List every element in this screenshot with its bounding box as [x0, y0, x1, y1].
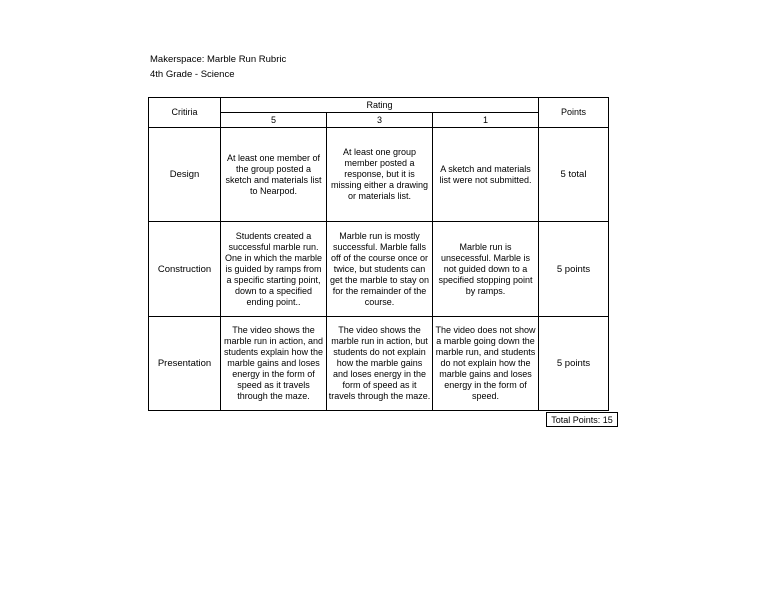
table-row — [149, 128, 609, 222]
rating-header: Rating — [221, 98, 539, 113]
rating-3-cell: At least one group member posted a response, but it is missing either a drawing or materials list. — [327, 128, 433, 222]
rating-3-cell: The video shows the marble run in action, but students do not explain how the marble gains and loses energy in the form of speed as it travels through the maze. — [327, 317, 433, 411]
rating-5-cell: The video shows the marble run in action, and students explain how the marble gains and loses energy in the form of speed as it travels through the maze. — [221, 317, 327, 411]
rating-1-cell: Marble run is unsecessful. Marble is not guided down to a specified stopping point by ramps. — [433, 222, 539, 317]
criterion-cell: Construction — [149, 222, 221, 317]
points-header: Points — [539, 98, 609, 128]
header-row — [149, 98, 609, 113]
rating-1-cell: A sketch and materials list were not submitted. — [433, 128, 539, 222]
rating-1-cell: The video does not show a marble going down the marble run, and students do not explain how the marble gains and loses energy in the form of speed. — [433, 317, 539, 411]
criterion-cell: Design — [149, 128, 221, 222]
table-row — [149, 317, 609, 411]
rating-level-3: 3 — [327, 113, 433, 128]
total-points: Total Points: 15 — [546, 412, 618, 427]
rating-5-cell: At least one member of the group posted a sketch and materials list to Nearpod. — [221, 128, 327, 222]
points-cell: 5 total — [539, 128, 609, 222]
rating-5-cell: Students created a successful marble run. One in which the marble is guided by ramps from a specific starting point, down to a specified ending point.. — [221, 222, 327, 317]
points-cell: 5 points — [539, 222, 609, 317]
document-title: Makerspace: Marble Run Rubric — [150, 54, 287, 65]
rating-level-5: 5 — [221, 113, 327, 128]
table-row — [149, 222, 609, 317]
rating-3-cell: Marble run is mostly successful. Marble falls off of the course once or twice, but students can get the marble to stay on for the remainder of the course. — [327, 222, 433, 317]
rubric-table — [148, 97, 609, 411]
rating-level-1: 1 — [433, 113, 539, 128]
document-subtitle: 4th Grade - Science — [150, 69, 235, 80]
criteria-header: Critiria — [149, 98, 221, 128]
criterion-cell: Presentation — [149, 317, 221, 411]
points-cell: 5 points — [539, 317, 609, 411]
